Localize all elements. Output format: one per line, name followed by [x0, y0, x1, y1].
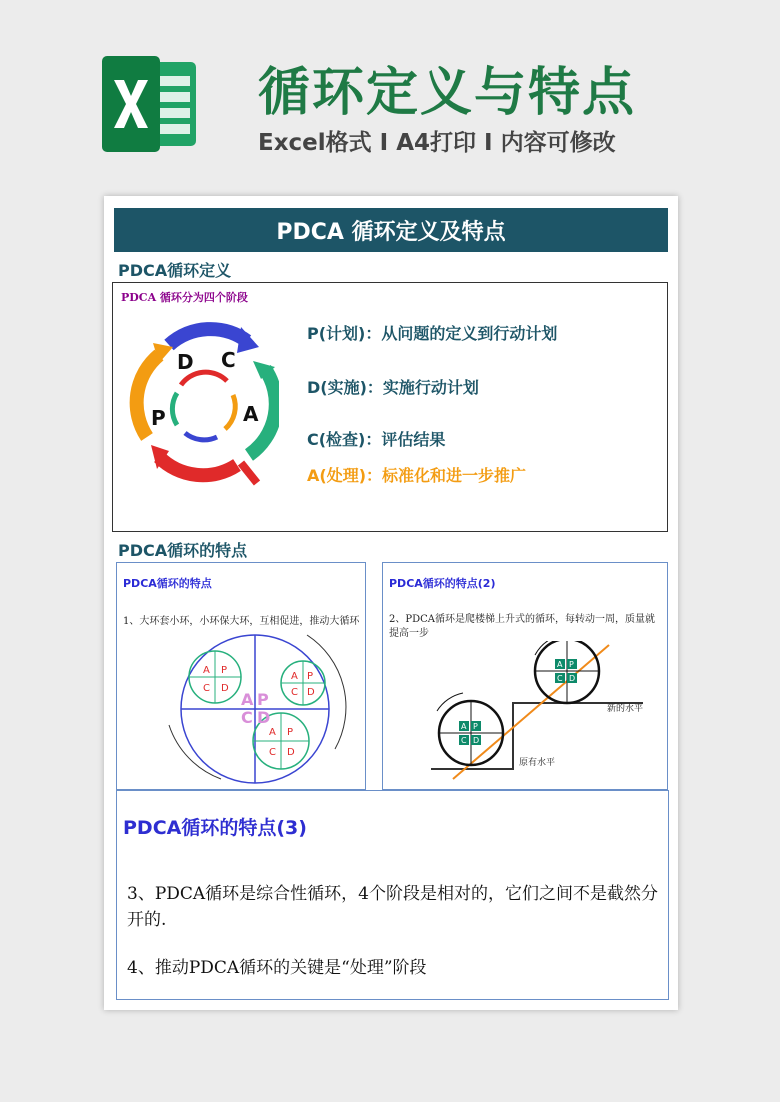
big-letter-p: P	[257, 690, 269, 709]
feature-box-3-caption: PDCA循环的特点(3)	[123, 817, 307, 839]
svg-text:P: P	[287, 727, 294, 738]
svg-text:D: D	[569, 674, 576, 683]
wheel-letter-c: C	[221, 348, 236, 372]
feature-panel-2-caption: PDCA循环的特点(2)	[389, 577, 496, 590]
svg-text:A: A	[269, 727, 276, 738]
section-definition-label: PDCA循环定义	[118, 261, 232, 280]
document-sheet	[104, 196, 678, 1010]
definition-caption: PDCA 循环分为四个阶段	[121, 291, 248, 304]
feature-box-3	[116, 790, 669, 1000]
magnifier-handle	[241, 463, 257, 483]
feature-panel-1-caption: PDCA循环的特点	[123, 577, 212, 590]
inner-arc-red	[181, 372, 227, 385]
inner-arc-blue	[185, 433, 217, 440]
svg-text:C: C	[203, 683, 210, 694]
check-arc	[159, 457, 237, 475]
wheel-letter-d: D	[177, 350, 194, 374]
page-title: 循环定义与特点	[258, 63, 637, 123]
svg-text:A: A	[203, 665, 210, 676]
svg-text:C: C	[291, 687, 298, 698]
svg-text:D: D	[221, 683, 229, 694]
svg-text:A: A	[557, 660, 563, 669]
definition-plan: P(计划)：从问题的定义到行动计划	[307, 324, 558, 343]
feature-item-3: 3、PDCA循环是综合性循环，4个阶段是相对的，它们之间不是截然分开的.	[127, 884, 658, 930]
svg-text:D: D	[287, 747, 295, 758]
sheet-banner: PDCA 循环定义及特点	[114, 208, 668, 252]
svg-text:P: P	[473, 722, 478, 731]
big-letter-a: A	[241, 690, 254, 709]
svg-text:C: C	[269, 747, 276, 758]
feature-item-4: 4、推动PDCA循环的关键是“处理”阶段	[127, 958, 427, 978]
feature-panel-1	[116, 562, 366, 790]
svg-text:A: A	[461, 722, 467, 731]
inner-arc-green	[172, 393, 177, 425]
label-old-level: 原有水平	[519, 758, 556, 768]
svg-text:P: P	[569, 660, 574, 669]
wheel-letter-p: P	[151, 406, 166, 430]
definition-do: D(实施)：实施行动计划	[307, 378, 479, 397]
stair-cycle-diagram	[423, 641, 663, 781]
svg-text:A: A	[291, 671, 298, 682]
excel-icon	[100, 56, 200, 152]
definition-act: A(处理)：标准化和进一步推广	[307, 466, 527, 485]
inner-arc-orange	[225, 395, 235, 429]
svg-text:P: P	[307, 671, 314, 682]
feature-panel-1-text: 1、大环套小环，小环保大环，互相促进，推动大循环	[123, 616, 360, 627]
header	[0, 0, 780, 190]
svg-text:P: P	[221, 665, 228, 676]
feature-panel-2	[382, 562, 668, 790]
definition-box	[112, 282, 668, 532]
section-features-label: PDCA循环的特点	[118, 541, 248, 560]
nested-cycle-diagram	[157, 629, 357, 785]
svg-text:C: C	[461, 736, 467, 745]
svg-text:D: D	[473, 736, 480, 745]
pdca-wheel-diagram	[129, 317, 279, 497]
definition-check: C(检查)：评估结果	[307, 430, 446, 449]
big-letter-d: D	[257, 708, 271, 727]
svg-text:C: C	[557, 674, 563, 683]
plan-arc	[169, 329, 247, 345]
big-letter-c: C	[241, 708, 253, 727]
wheel-letter-a: A	[243, 402, 259, 426]
page-subtitle: Excel格式 I A4打印 I 内容可修改	[258, 130, 616, 156]
svg-text:D: D	[307, 687, 315, 698]
feature-panel-2-text: 2、PDCA循环是爬楼梯上升式的循环，每转动一周，质量就提高一步	[389, 614, 655, 639]
label-new-level: 新的水平	[607, 704, 644, 714]
